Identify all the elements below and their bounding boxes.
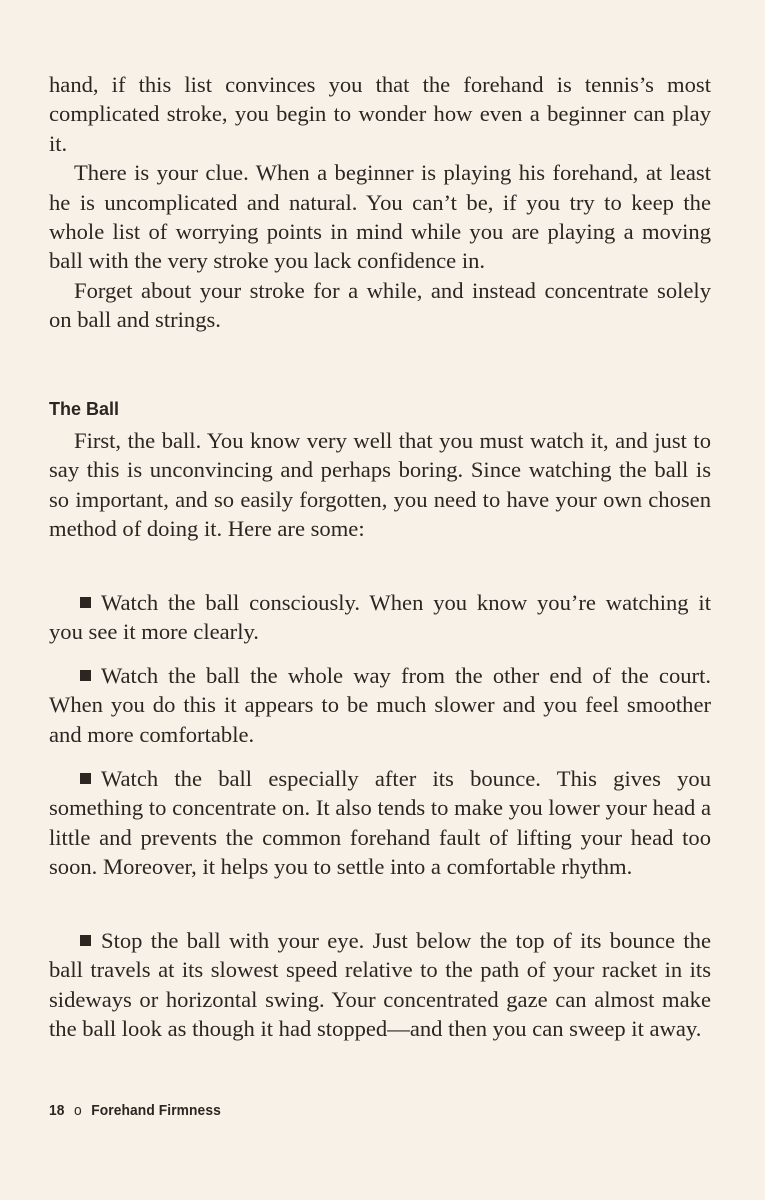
section-text <box>49 426 711 544</box>
square-bullet-icon <box>80 597 91 608</box>
intro-paragraph-3: Forget about your stroke for a while, and instead concentrate solely on ball and strings. <box>49 277 711 333</box>
footer-separator: o <box>73 1102 82 1119</box>
square-bullet-icon <box>80 935 91 946</box>
bullet-item-2 <box>49 661 711 749</box>
bullet-text: Watch the ball especially after its bounce. This gives you something to concentrate on. It also tends to make you lower your head a little and prevents the common forehand fault of lifting your head too soon. Moreover, it helps you to settle into a comfortable rhythm. <box>49 766 711 880</box>
bullet-text: Watch the ball consciously. When you know you’re watching it you see it more clearly. <box>49 590 711 645</box>
bullet-item-4 <box>49 926 711 1044</box>
bullet-text: Watch the ball the whole way from the other end of the court. When you do this it appears to be much slower and you feel smoother and more comfortable. <box>49 663 711 747</box>
square-bullet-icon <box>80 670 91 681</box>
section-paragraph: First, the ball. You know very well that you must watch it, and just to say this is unconvincing and perhaps boring. Since watching the ball is so important, and so easily forgotten, you need to have your own chosen method of doing it. Here are some: <box>49 428 711 542</box>
chapter-title: Forehand Firmness <box>91 1102 221 1119</box>
page-footer <box>49 1101 221 1121</box>
square-bullet-icon <box>80 773 91 784</box>
bullet-item-3 <box>49 764 711 882</box>
intro-paragraph-2: There is your clue. When a beginner is playing his forehand, at least he is uncomplicated and natural. You can’t be, if you try to keep the whole list of worrying points in mind while you are playing a moving ball with the very stroke you lack confidence in. <box>49 160 711 274</box>
page-number: 18 <box>49 1102 65 1119</box>
bullet-text: Stop the ball with your eye. Just below the top of its bounce the ball travels at its slowest speed relative to the path of your racket in its sideways or horizontal swing. Your concentrated gaze can almost make the ball look as though it had stopped—and then you can sweep it away. <box>49 928 711 1042</box>
intro-paragraph-1: hand, if this list convinces you that the forehand is tennis’s most complicated stroke, you begin to wonder how even a beginner can play it. <box>49 72 711 156</box>
bullet-item-1 <box>49 588 711 647</box>
intro-text <box>49 70 711 335</box>
section-heading: The Ball <box>49 399 120 419</box>
